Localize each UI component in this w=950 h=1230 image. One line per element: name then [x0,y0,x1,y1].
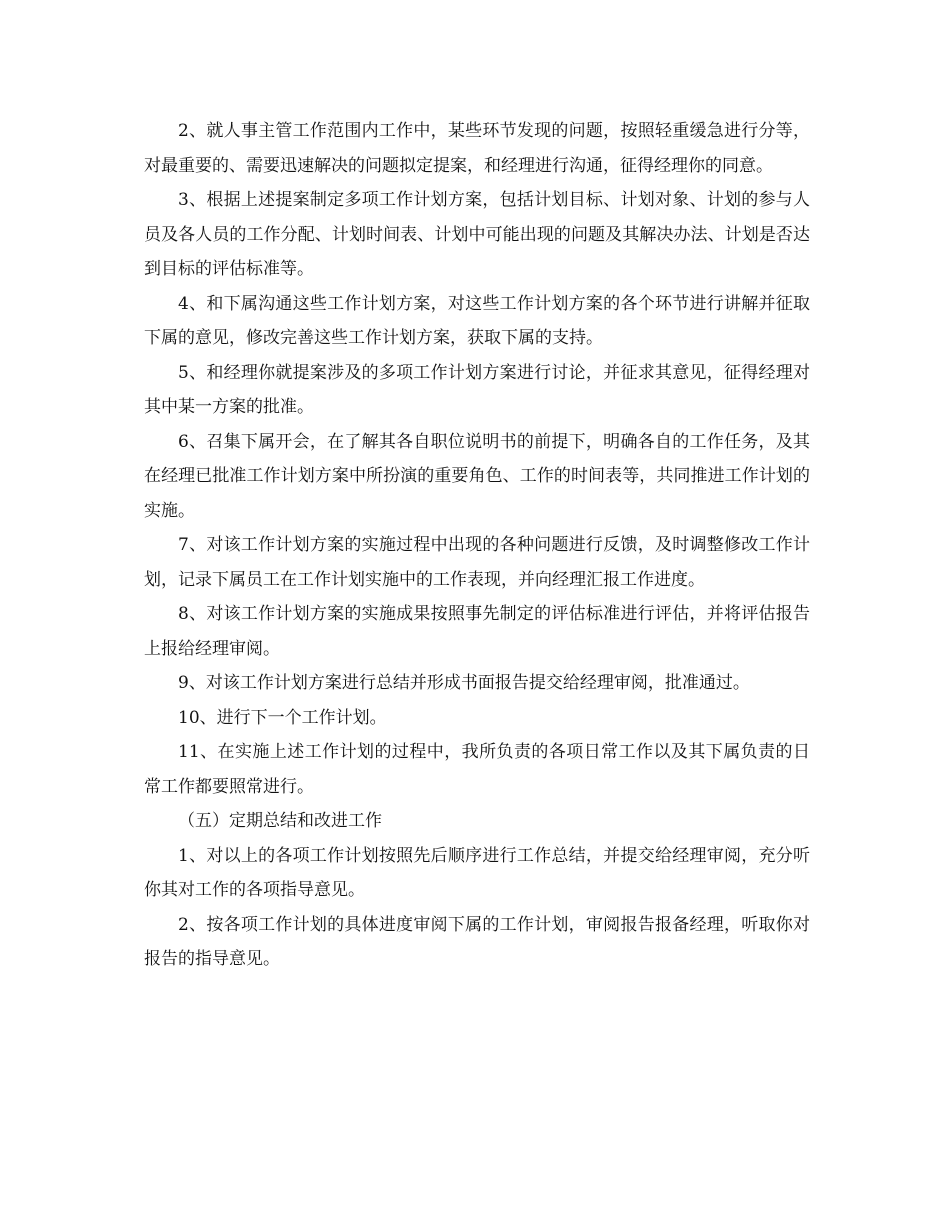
paragraph-item-6: 6、召集下属开会，在了解其各自职位说明书的前提下，明确各自的工作任务，及其在经理已批准工作计划方案中所扮演的重要角色、工作的时间表等，共同推进工作计划的实施。 [144,431,810,521]
paragraph-item-9: 9、对该工作计划方案进行总结并形成书面报告提交给经理审阅，批准通过。 [178,673,750,693]
paragraph-item-10: 10、进行下一个工作计划。 [178,707,387,728]
section-heading: （五）定期总结和改进工作 [178,811,382,831]
summary-item-1: 1、对以上的各项工作计划按照先后顺序进行工作总结，并提交给经理审阅，充分听你其对工作的各项指导意见。 [144,845,810,900]
document-body [144,114,810,977]
paragraph-item-7: 7、对该工作计划方案的实施过程中出现的各种问题进行反馈，及时调整修改工作计划，记录下属员工在工作计划实施中的工作表现，并向经理汇报工作进度。 [144,535,810,590]
paragraph-item-4: 4、和下属沟通这些工作计划方案，对这些工作计划方案的各个环节进行讲解并征取下属的意见，修改完善这些工作计划方案，获取下属的支持。 [144,293,810,348]
paragraph-item-8: 8、对该工作计划方案的实施成果按照事先制定的评估标准进行评估，并将评估报告上报给经理审阅。 [144,604,810,659]
paragraph-item-5: 5、和经理你就提案涉及的多项工作计划方案进行讨论，并征求其意见，征得经理对其中某一方案的批准。 [144,362,810,417]
summary-item-2: 2、按各项工作计划的具体进度审阅下属的工作计划，审阅报告报备经理，听取你对报告的指导意见。 [144,914,810,969]
paragraph-item-11: 11、在实施上述工作计划的过程中，我所负责的各项日常工作以及其下属负责的日常工作都要照常进行。 [144,742,810,797]
paragraph-item-2: 2、就人事主管工作范围内工作中，某些环节发现的问题，按照轻重缓急进行分等，对最重要的、需要迅速解决的问题拟定提案，和经理进行沟通，征得经理你的同意。 [144,121,810,176]
paragraph-item-3: 3、根据上述提案制定多项工作计划方案，包括计划目标、计划对象、计划的参与人员及各人员的工作分配、计划时间表、计划中可能出现的问题及其解决办法、计划是否达到目标的评估标准等。 [144,190,810,279]
